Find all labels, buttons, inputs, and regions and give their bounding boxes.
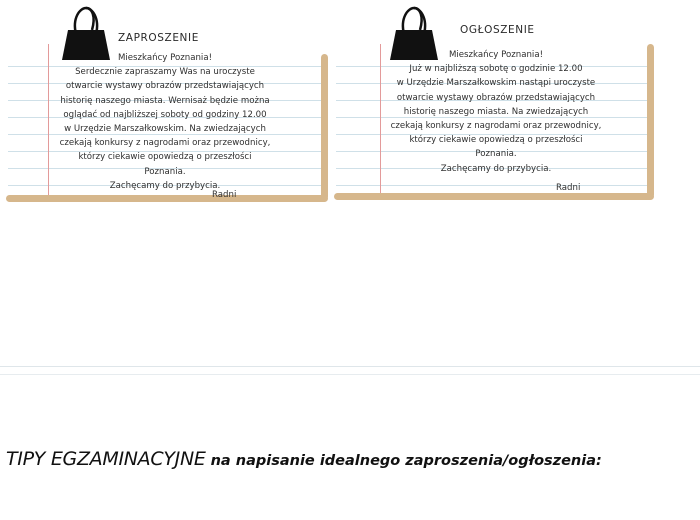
card-body [344,48,648,176]
body-line: Mieszkańcy Poznania! [117,53,213,63]
card-frame-bottom [6,195,328,202]
body-line: Poznania. [144,166,186,177]
body-line: w Urzędzie Marszałkowskim nastąpi uroczyste [396,78,596,89]
signature: Radni [212,190,237,200]
tips-heading-rest: na napisanie idealnego zaproszenia/ogłoszenia: [205,453,602,469]
body-line: historię naszego miasta. Wernisaż będzie można [60,95,270,106]
body-line: oglądać od najbliższej soboty od godziny 12.00 [63,109,267,120]
card-body [8,51,322,193]
section-divider [0,374,700,375]
card-title: OGŁOSZENIE [460,24,535,36]
body-line: otwarcie wystawy obrazów przedstawiających [65,81,265,92]
signature: Radni [556,183,581,193]
body-line: w Urzędzie Marszałkowskim. Na zwiedzających [64,124,266,135]
announcement-card [336,24,648,194]
tips-heading-main: TIPY EGZAMINACYJNE [6,448,206,470]
card-title: ZAPROSZENIE [118,32,199,44]
body-line: czekają konkursy z nagrodami oraz przewodnicy, [390,121,602,132]
invitation-card [8,32,322,200]
body-line: którzy ciekawie opowiedzą o przeszłości [409,135,583,146]
body-line: którzy ciekawie opowiedzą o przeszłości [78,152,252,163]
card-frame-right [321,54,328,200]
card-frame-bottom [334,193,654,200]
body-line: Już w najbliższą sobotę o godzinie 12.00 [409,64,583,75]
body-line: Serdecznie zapraszamy Was na uroczyste [75,67,255,78]
body-line: otwarcie wystawy obrazów przedstawiających [396,92,596,103]
body-line: czekają konkursy z nagrodami oraz przewodnicy, [59,138,271,149]
card-frame-right [647,44,654,198]
body-line: Mieszkańcy Poznania! [448,50,544,60]
tips-heading [6,448,602,470]
body-line: Poznania. [475,149,517,160]
body-line: historię naszego miasta. Na zwiedzających [403,106,589,117]
body-line: Zachęcamy do przybycia. [440,163,552,174]
body-line: Zachęcamy do przybycia. [109,180,221,191]
section-divider [0,366,700,367]
